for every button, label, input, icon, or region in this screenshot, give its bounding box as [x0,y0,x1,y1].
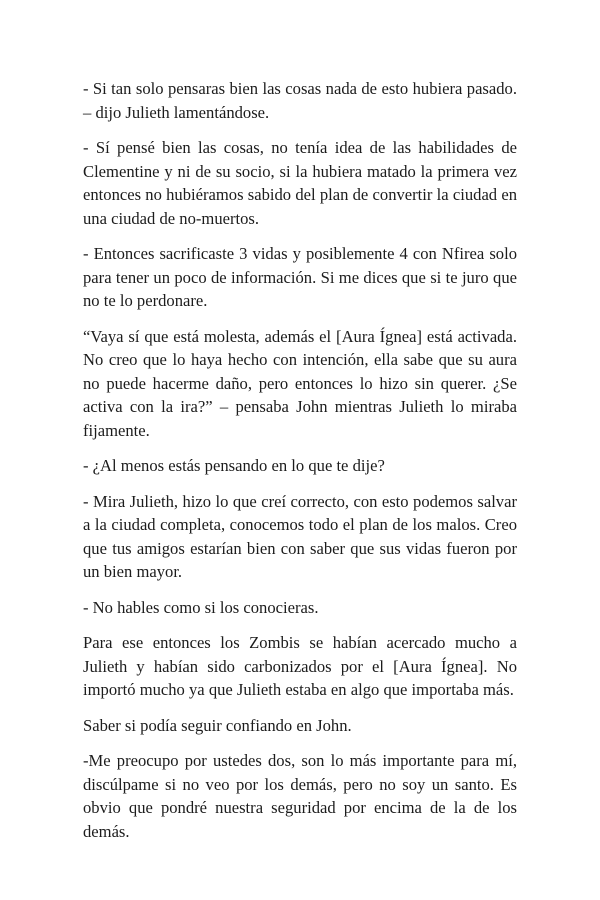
paragraph: - Entonces sacrificaste 3 vidas y posiblemente 4 con Nfirea solo para tener un poco de información. Si me dices que si te juro que no te lo perdonare. [83,244,517,310]
paragraph: Saber si podía seguir confiando en John. [83,715,352,735]
paragraph: - ¿Al menos estás pensando en lo que te dije? [83,456,385,475]
paragraph: “Vaya sí que está molesta, además el [Aura Ígnea] está activada. No creo que lo haya hecho con intención, ella sabe que su aura no puede hacerme daño, pero entonces lo hizo sin querer. ¿Se activa con la ira?” – pensaba John mientras Julieth lo miraba fijamente. [83,326,517,440]
page-body [83,77,517,855]
paragraph: - Si tan solo pensaras bien las cosas nada de esto hubiera pasado. – dijo Julieth lamentándose. [83,79,517,122]
paragraph: - Mira Julieth, hizo lo que creí correcto, con esto podemos salvar a la ciudad completa, conocemos todo el plan de los malos. Creo que tus amigos estarían bien con saber que sus vidas fueron por un bien mayor. [83,491,517,581]
paragraph: Para ese entonces los Zombis se habían acercado mucho a Julieth y habían sido carbonizados por el [Aura Ígnea]. No importó mucho ya que Julieth estaba en algo que importaba más. [83,633,517,699]
paragraph: - No hables como si los conocieras. [83,597,319,617]
paragraph: -Me preocupo por ustedes dos, son lo más importante para mí, discúlpame si no veo por los demás, pero no soy un santo. Es obvio que pondré nuestra seguridad por encima de la de los demás. [83,751,517,841]
paragraph: - Sí pensé bien las cosas, no tenía idea de las habilidades de Clementine y ni de su socio, si la hubiera matado la primera vez entonces no hubiéramos sabido del plan de convertir la ciudad en una ciudad de no-muertos. [83,138,517,228]
